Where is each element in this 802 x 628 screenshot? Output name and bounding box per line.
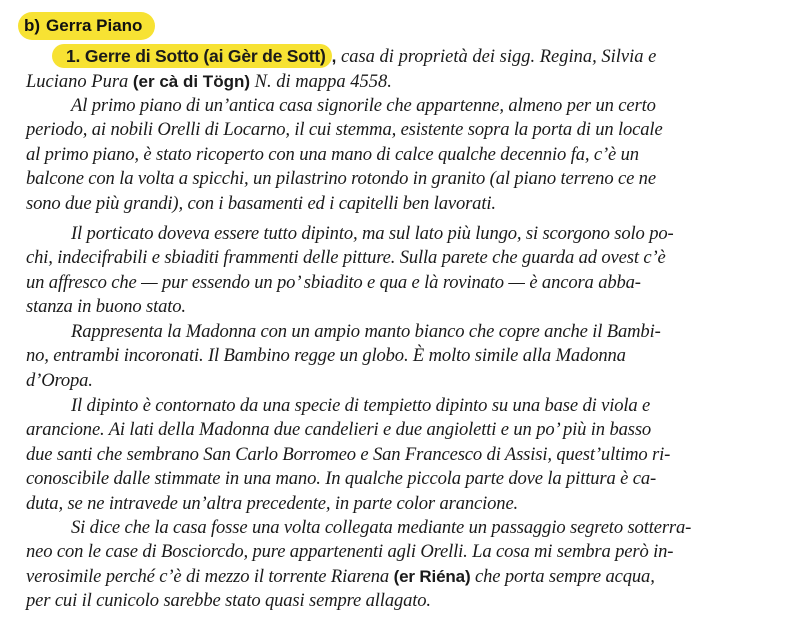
text-line: d’Oropa. — [26, 369, 93, 391]
entry-number: 1. — [66, 46, 81, 66]
text-line: Rappresenta la Madonna con un ampio manto bianco che copre anche il Bambi- — [71, 321, 661, 342]
text-line: periodo, ai nobili Orelli di Locarno, il cui stemma, esistente sopra la porta di un locale — [26, 119, 663, 141]
text-line: Il dipinto è contornato da una specie di tempietto dipinto su una base di viola e — [71, 395, 651, 416]
entry-heading-line-1 — [26, 44, 786, 69]
entry-heading-line-2 — [26, 70, 786, 94]
paragraph-5 — [26, 516, 776, 614]
text-line: neo con le case di Bosciorcdo, pure appartenenti agli Orelli. La cosa mi sembra però in- — [26, 541, 674, 563]
text-line: no, entrambi incoronati. Il Bambino regge un globo. È molto simile alla Madonna — [26, 345, 626, 367]
paragraph-1 — [26, 94, 776, 216]
entry-owners: casa di proprietà dei sigg. Regina, Silvia e — [341, 47, 657, 67]
entry-title-comma: , — [331, 47, 337, 66]
paragraph-2 — [26, 222, 776, 320]
text-line: stanza in buono stato. — [26, 296, 186, 318]
section-letter: b) — [24, 16, 41, 35]
entry-dialect-name: (er cà di Tögn) — [132, 72, 251, 91]
paragraph-3 — [26, 320, 776, 393]
entry-owner-name: Luciano Pura — [26, 72, 129, 92]
text-line: balcone con la volta a spicchi, un pilastrino rotondo in granito (al piano terreno ce ne — [26, 168, 656, 190]
text-line: un affresco che — pur essendo un po’ sbiadito e qua e là rovinato — è ancora abba- — [26, 271, 641, 293]
text-line: Si dice che la casa fosse una volta collegata mediante un passaggio segreto sotterra- — [71, 517, 692, 538]
text-line: due santi che sembrano San Carlo Borromeo e San Francesco di Assisi, quest’ultimo ri- — [26, 443, 671, 465]
text-line: duta, se ne intravede un’altra precedente, in parte color arancione. — [26, 492, 519, 514]
text-line: al primo piano, è stato ricoperto con una mano di calce qualche decennio fa, c’è un — [26, 143, 639, 165]
text-line: conoscibile dalle stimmate in una mano. In qualche piccola parte dove la pittura è ca- — [26, 468, 657, 490]
text-line — [26, 565, 776, 589]
text-line: chi, indecifrabili e sbiaditi frammenti delle pitture. Sulla parete che guarda ad ovest c’è — [26, 247, 666, 269]
dialect-name: (er Riéna) — [393, 566, 471, 586]
entry-title-highlight — [52, 44, 332, 68]
entry-title: Gerre di Sotto (ai Gèr de Sott) — [84, 46, 326, 66]
text-segment: che porta sempre acqua, — [475, 565, 655, 587]
text-segment: verosimile perché c’è di mezzo il torrente Riarena — [26, 565, 390, 587]
text-line: Il porticato doveva essere tutto dipinto, ma sul lato più lungo, si scorgono solo po- — [71, 223, 674, 244]
text-line: Al primo piano di un’antica casa signorile che appartenne, almeno per un certo — [71, 95, 656, 116]
entry-map-number: N. di mappa 4558. — [254, 72, 392, 92]
text-line: per cui il cunicolo sarebbe stato quasi sempre allagato. — [26, 590, 431, 612]
paragraph-4 — [26, 394, 776, 516]
text-line: sono due più grandi), con i basamenti ed i capitelli ben lavorati. — [26, 192, 496, 214]
text-line: arancione. Ai lati della Madonna due candelieri e due angioletti e un po’ più in basso — [26, 419, 652, 441]
section-title: Gerra Piano — [46, 16, 143, 35]
section-heading — [18, 12, 155, 40]
